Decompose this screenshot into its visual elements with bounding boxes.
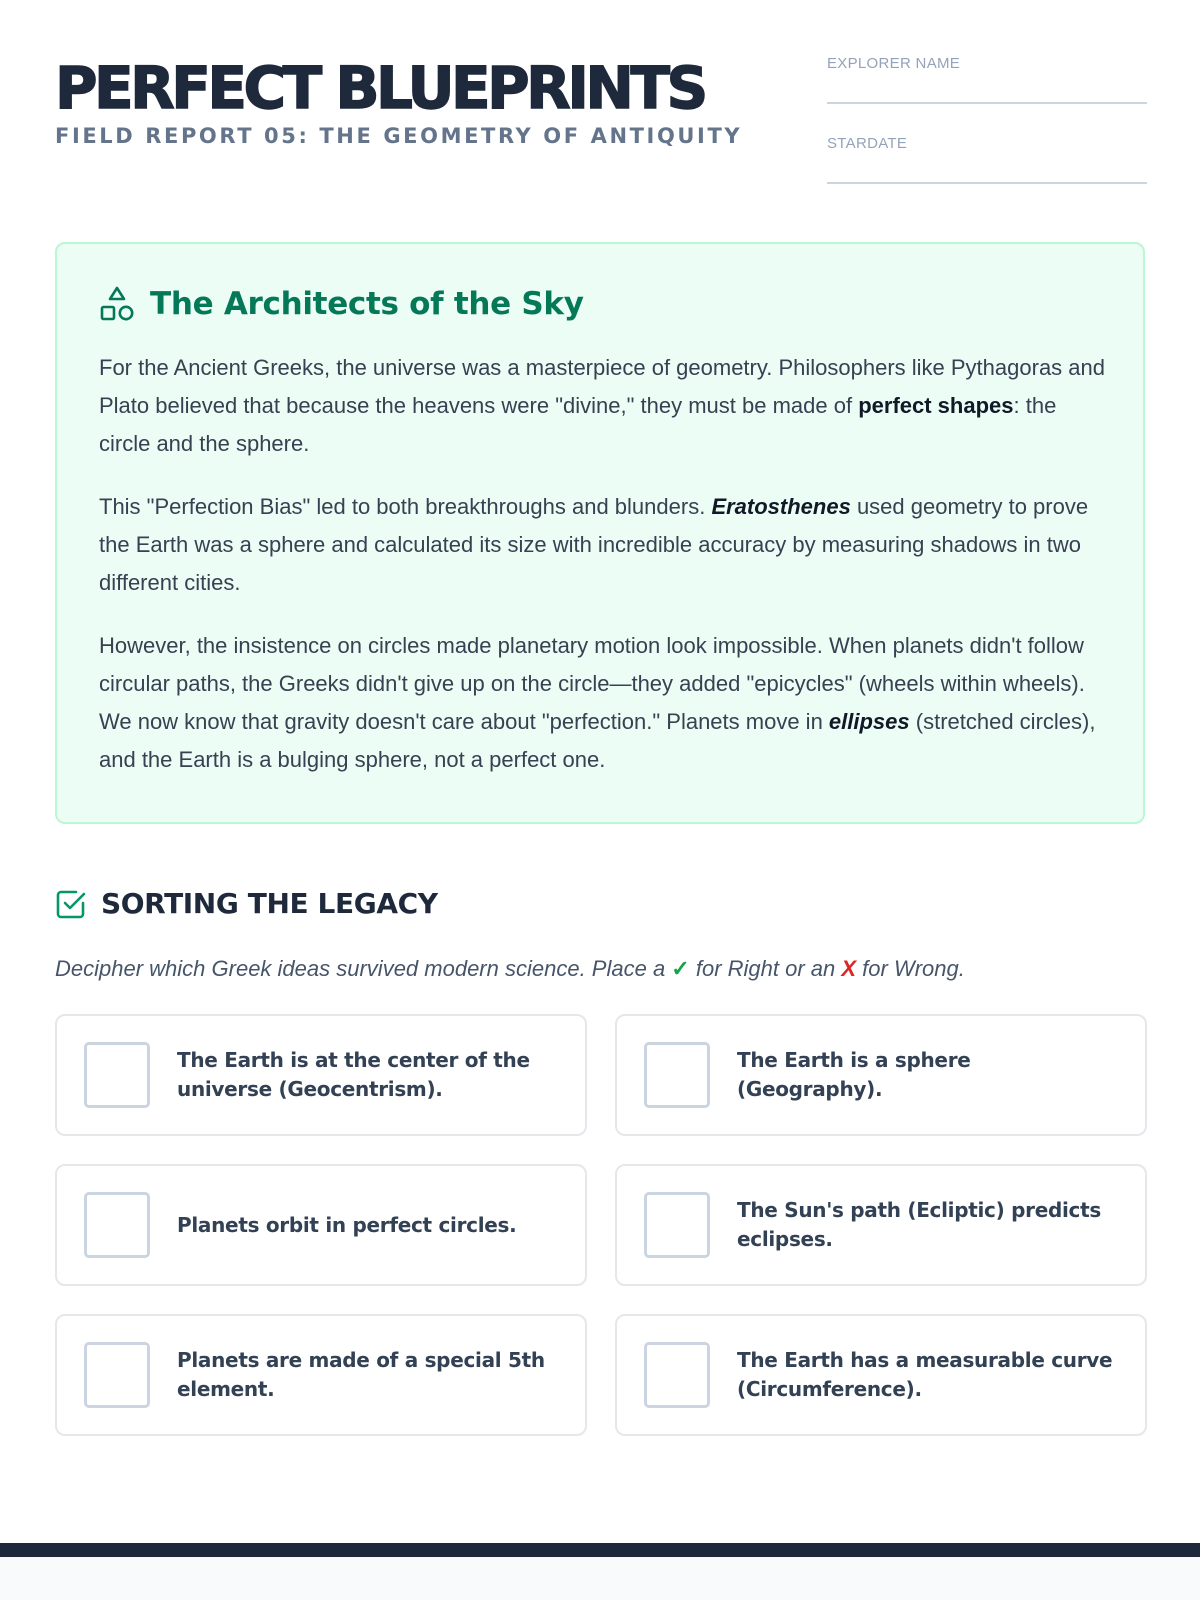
- intro-heading: [99, 284, 584, 324]
- answer-box[interactable]: [84, 1042, 150, 1108]
- intro-p3-before: However, the insistence on circles made planetary motion look impossible. When planets didn't follow circular paths, the Greeks didn't give up on the circle—they added "epicycles" (wheels within wheels). We now know that gravity doesn't care about "perfection." Planets move in: [99, 633, 1085, 734]
- stardate-field: [827, 134, 1147, 184]
- sorting-instruction: [55, 953, 965, 985]
- stardate-label: STARDATE: [827, 135, 908, 152]
- answer-box[interactable]: [84, 1192, 150, 1258]
- statement-text: The Earth is a sphere (Geography).: [737, 1048, 971, 1101]
- shapes-icon: [99, 285, 135, 323]
- right-check-icon: ✓: [671, 956, 690, 981]
- instruction-after: for Wrong.: [856, 956, 965, 981]
- explorer-name-label: EXPLORER NAME: [827, 55, 961, 72]
- statement-card: [615, 1314, 1147, 1436]
- sorting-heading: [55, 884, 438, 924]
- intro-paragraph: [99, 349, 1109, 463]
- answer-box[interactable]: [84, 1342, 150, 1408]
- report-header: [55, 0, 1147, 210]
- statement-text: The Earth has a measurable curve (Circumference).: [737, 1348, 1113, 1401]
- intro-p1-after: : the circle and the sphere.: [99, 393, 1057, 456]
- footer-area: [0, 1557, 1200, 1600]
- page-title: PERFECT BLUEPRINTS: [55, 54, 705, 122]
- instruction-middle: for Right or an: [689, 956, 842, 981]
- statement-text: Planets orbit in perfect circles.: [177, 1212, 517, 1237]
- explorer-name-field: [827, 54, 1147, 104]
- intro-paragraph: [99, 488, 1109, 602]
- answer-box[interactable]: [644, 1192, 710, 1258]
- statement-card: [55, 1314, 587, 1436]
- statement-card: [55, 1014, 587, 1136]
- intro-card: [55, 242, 1145, 824]
- statement-grid: [55, 1014, 1147, 1436]
- intro-paragraph: [99, 627, 1109, 779]
- sorting-title: SORTING THE LEGACY: [101, 887, 438, 920]
- statement-card: [615, 1164, 1147, 1286]
- answer-box[interactable]: [644, 1042, 710, 1108]
- intro-p2-after: used geometry to prove the Earth was a sphere and calculated its size with incredible accuracy by measuring shadows in two different cities.: [99, 494, 1089, 595]
- intro-p3-bold: ellipses: [828, 709, 910, 734]
- checkbox-icon: [55, 888, 87, 920]
- page-subtitle: FIELD REPORT 05: THE GEOMETRY OF ANTIQUITY: [55, 124, 743, 148]
- wrong-x-icon: X: [841, 956, 857, 981]
- intro-title: The Architects of the Sky: [150, 286, 584, 322]
- intro-p2-before: This "Perfection Bias" led to both breakthroughs and blunders.: [99, 494, 712, 519]
- statement-text: Planets are made of a special 5th element.: [177, 1348, 545, 1401]
- statement-text: The Earth is at the center of the universe (Geocentrism).: [177, 1048, 530, 1101]
- answer-box[interactable]: [644, 1342, 710, 1408]
- statement-text: The Sun's path (Ecliptic) predicts eclipses.: [737, 1198, 1101, 1251]
- intro-body: [99, 349, 1109, 804]
- instruction-before: Decipher which Greek ideas survived modern science. Place a: [55, 956, 672, 981]
- stardate-input[interactable]: [827, 154, 1147, 184]
- intro-p1-text: For the Ancient Greeks, the universe was a masterpiece of geometry. Philosophers like Pythagoras and Plato believed that because the heavens were "divine," they must be made of: [99, 355, 1105, 418]
- intro-p1-bold: perfect shapes: [858, 393, 1014, 418]
- statement-card: [615, 1014, 1147, 1136]
- intro-p3-after: (stretched circles), and the Earth is a bulging sphere, not a perfect one.: [99, 709, 1096, 772]
- statement-card: [55, 1164, 587, 1286]
- intro-p2-bold: Eratosthenes: [711, 494, 851, 519]
- footer-bar: [0, 1543, 1200, 1557]
- explorer-name-input[interactable]: [827, 74, 1147, 104]
